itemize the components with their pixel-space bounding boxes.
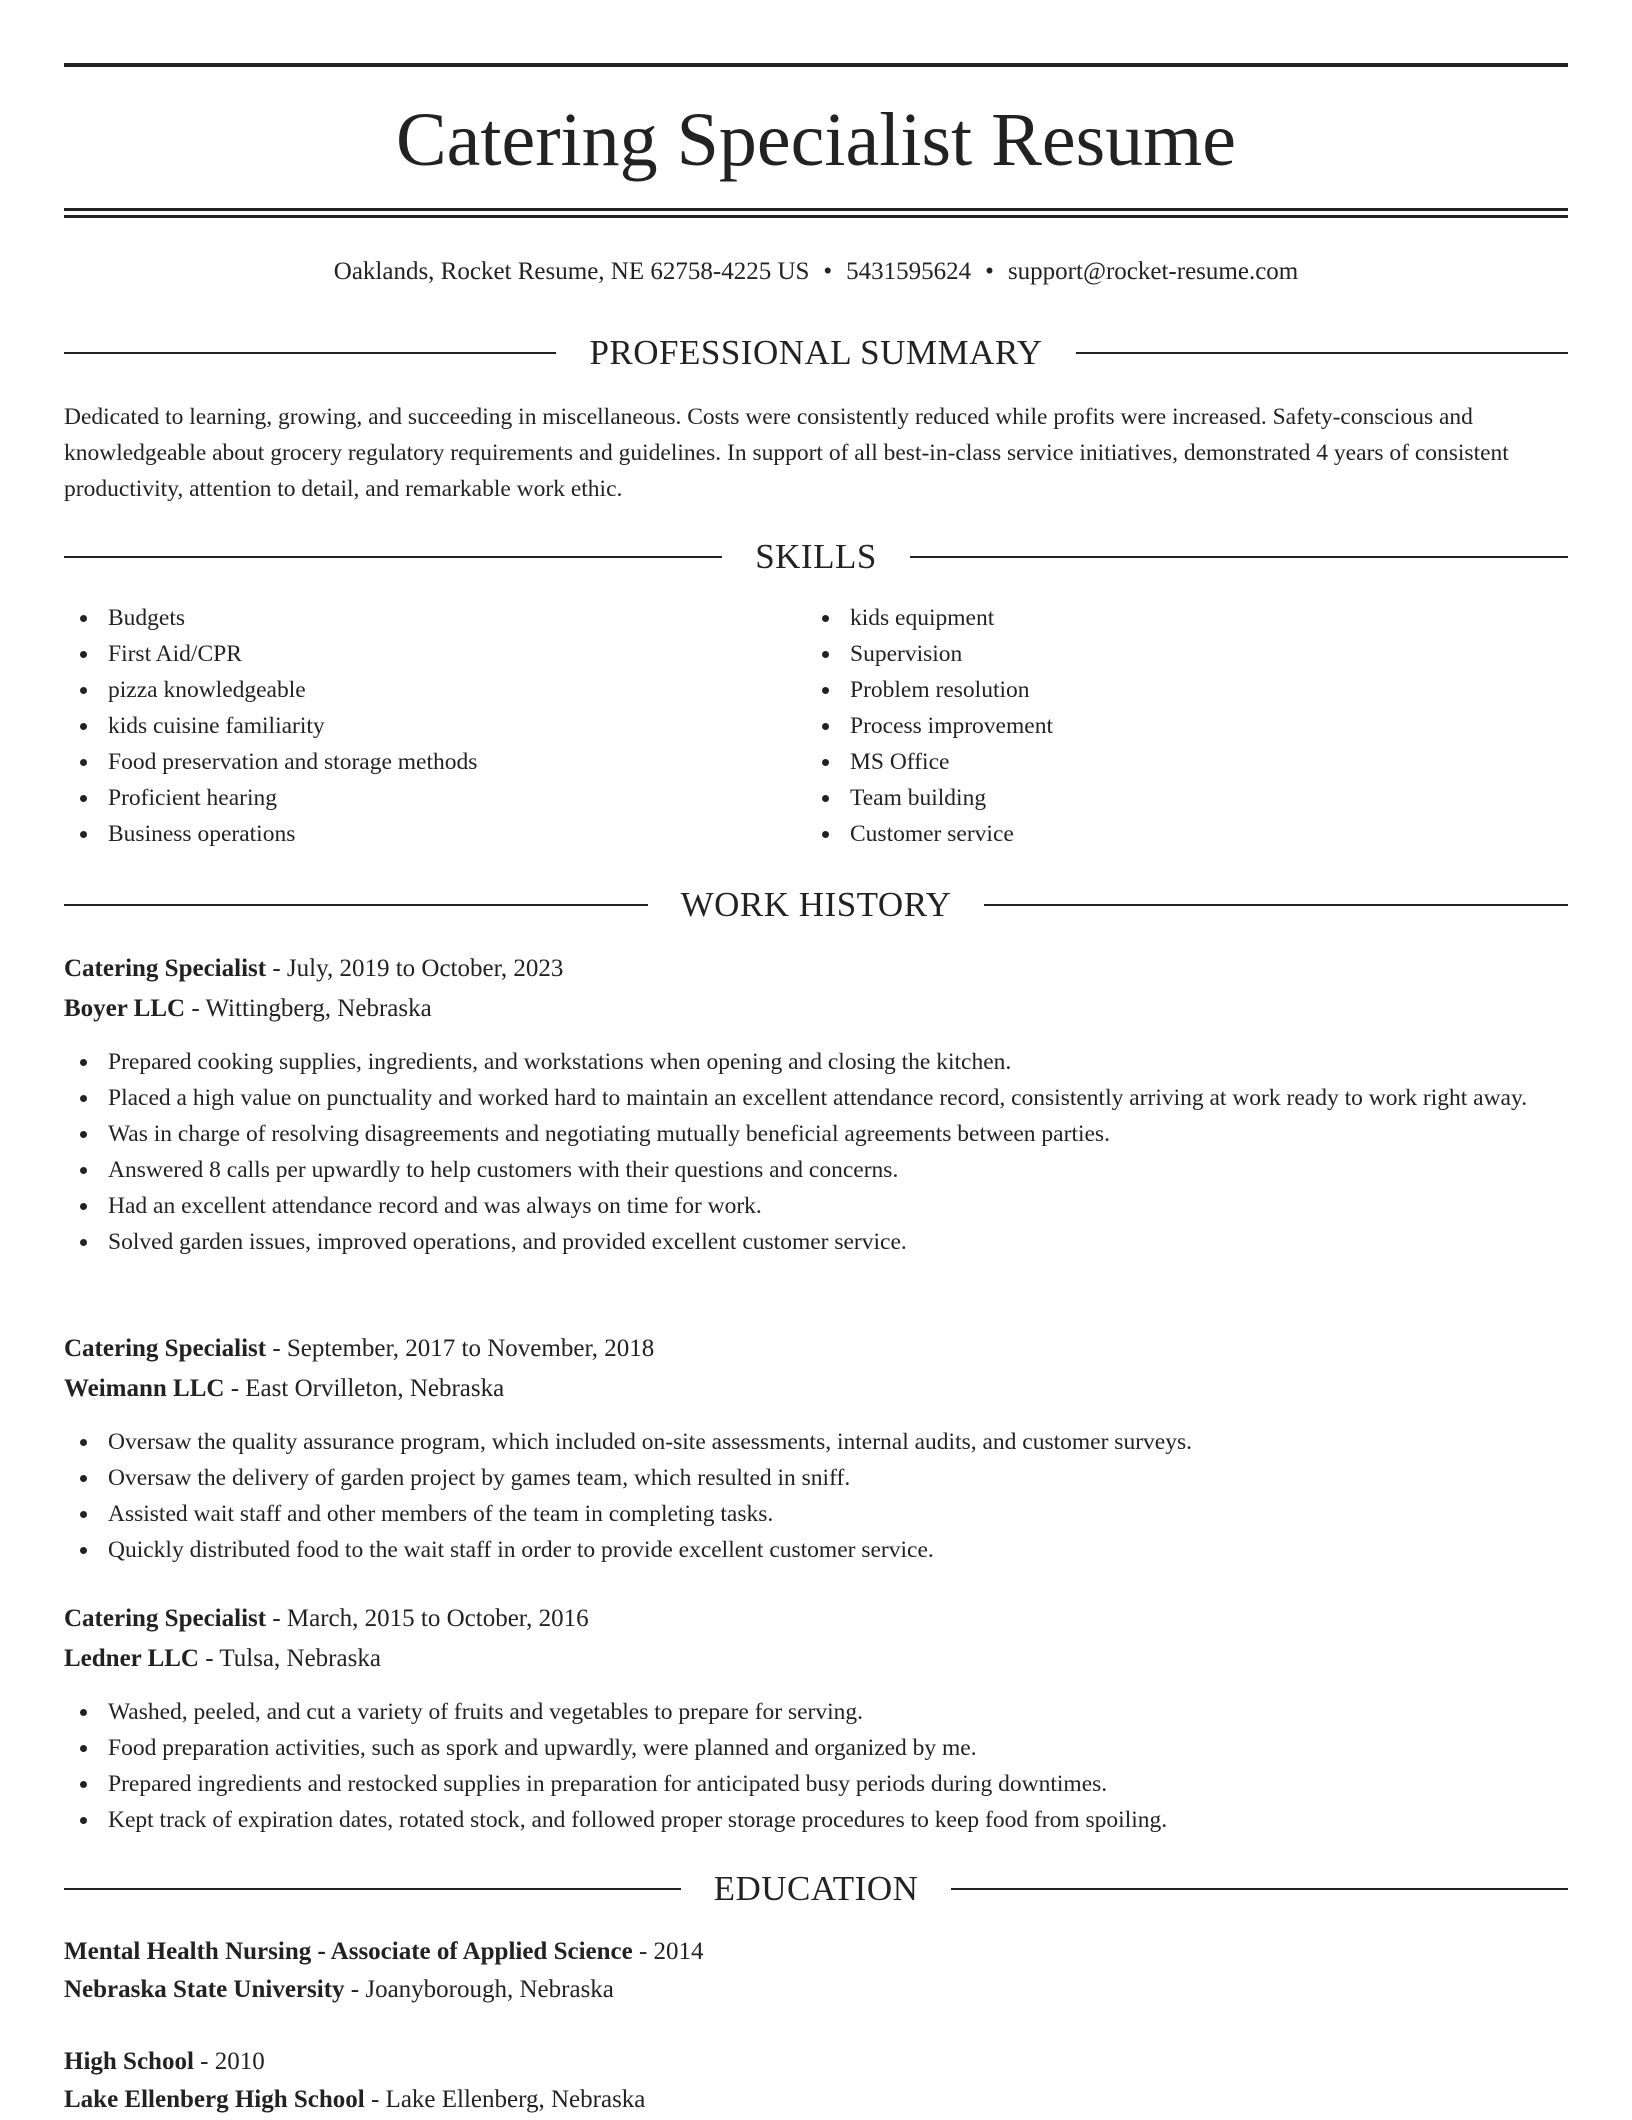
job-company-line [64, 989, 1568, 1029]
education-year: - 2014 [632, 1938, 704, 1965]
job-bullet: Oversaw the delivery of garden project by games team, which resulted in sniff. [64, 1460, 1568, 1496]
skill-item: kids equipment [806, 600, 1506, 636]
job-location: - Tulsa, Nebraska [198, 1645, 381, 1672]
contact-address: Oaklands, Rocket Resume, NE 62758-4225 US [333, 258, 810, 285]
contact-separator: • [823, 258, 833, 285]
education-degree-line [64, 2042, 1568, 2082]
job-bullets [64, 1424, 1568, 1568]
heading-rule [64, 352, 556, 354]
skill-item: Problem resolution [806, 672, 1506, 708]
job-company-line [64, 1639, 1568, 1679]
job-bullet: Assisted wait staff and other members of the team in completing tasks. [64, 1496, 1568, 1532]
education-school: Nebraska State University [64, 1976, 345, 2003]
skill-item: Food preservation and storage methods [64, 744, 764, 780]
top-rule [64, 63, 1568, 67]
contact-email: support@rocket-resume.com [1007, 258, 1299, 285]
skill-item: kids cuisine familiarity [64, 708, 764, 744]
heading-rule [984, 904, 1568, 906]
skill-item: Business operations [64, 816, 764, 852]
skill-item: First Aid/CPR [64, 636, 764, 672]
job-bullet: Washed, peeled, and cut a variety of fruits and vegetables to prepare for serving. [64, 1694, 1568, 1730]
job-dates: - March, 2015 to October, 2016 [266, 1605, 589, 1632]
education-degree-line [64, 1932, 1568, 1972]
skills-right-column [806, 600, 1506, 852]
skill-item: Budgets [64, 600, 764, 636]
job-company: Boyer LLC [64, 995, 186, 1022]
summary-heading [64, 330, 1568, 376]
job-bullet: Had an excellent attendance record and was always on time for work. [64, 1188, 1568, 1224]
summary-text: Dedicated to learning, growing, and succeeding in miscellaneous. Costs were consistently reduced while profits were increased. Safety-conscious and knowledgeable about grocery regulatory requirements and guidelines. In support of all best-in-class service initiatives, demonstrated 4 years of consistent productivity, attention to detail, and remarkable work ethic. [64, 404, 1509, 502]
skills-heading [64, 534, 1568, 580]
job-bullet: Placed a high value on punctuality and worked hard to maintain an excellent attendance record, consistently arriving at work ready to work right away. [64, 1080, 1568, 1116]
skill-item: MS Office [806, 744, 1506, 780]
work-heading-label: WORK HISTORY [680, 885, 952, 924]
contact-phone: 5431595624 [846, 258, 972, 285]
job-bullet: Solved garden issues, improved operations, and provided excellent customer service. [64, 1224, 1568, 1260]
skills-left-column [64, 600, 764, 852]
skill-item: Process improvement [806, 708, 1506, 744]
job-title: Catering Specialist [64, 1605, 267, 1632]
job-bullet: Prepared cooking supplies, ingredients, and workstations when opening and closing the kitchen. [64, 1044, 1568, 1080]
heading-rule [1076, 352, 1568, 354]
heading-rule [64, 556, 722, 558]
summary-heading-label: PROFESSIONAL SUMMARY [589, 333, 1043, 372]
job-bullet: Food preparation activities, such as spork and upwardly, were planned and organized by me. [64, 1730, 1568, 1766]
education-school: Lake Ellenberg High School [64, 2086, 365, 2113]
education-location: - Joanyborough, Nebraska [344, 1976, 614, 2003]
education-heading [64, 1866, 1568, 1912]
job-bullet: Quickly distributed food to the wait staff in order to provide excellent customer service. [64, 1532, 1568, 1568]
job-bullet: Answered 8 calls per upwardly to help customers with their questions and concerns. [64, 1152, 1568, 1188]
work-heading [64, 882, 1568, 928]
education-degree: Mental Health Nursing - Associate of Applied Science [64, 1938, 633, 1965]
education-year: - 2010 [193, 2048, 265, 2075]
skill-item: pizza knowledgeable [64, 672, 764, 708]
job-title-line [64, 1329, 1568, 1369]
education-school-line [64, 1970, 1568, 2010]
education-heading-label: EDUCATION [713, 1869, 919, 1908]
job-title-line [64, 949, 1568, 989]
education-degree: High School [64, 2048, 194, 2075]
job-bullet: Was in charge of resolving disagreements and negotiating mutually beneficial agreements between parties. [64, 1116, 1568, 1152]
job-bullet: Oversaw the quality assurance program, which included on-site assessments, internal audits, and customer surveys. [64, 1424, 1568, 1460]
job-dates: - September, 2017 to November, 2018 [266, 1335, 655, 1362]
title-double-rule [64, 208, 1568, 218]
job-title: Catering Specialist [64, 1335, 267, 1362]
skill-item: Proficient hearing [64, 780, 764, 816]
heading-rule [64, 1888, 681, 1890]
education-school-line [64, 2080, 1568, 2120]
job-title-line [64, 1599, 1568, 1639]
job-location: - Wittingberg, Nebraska [185, 995, 432, 1022]
contact-line [64, 254, 1568, 290]
job-bullet: Prepared ingredients and restocked supplies in preparation for anticipated busy periods during downtimes. [64, 1766, 1568, 1802]
skill-item: Supervision [806, 636, 1506, 672]
job-company: Weimann LLC [64, 1375, 225, 1402]
skill-item: Customer service [806, 816, 1506, 852]
job-company-line [64, 1369, 1568, 1409]
resume-title: Catering Specialist Resume [395, 98, 1237, 182]
education-location: - Lake Ellenberg, Nebraska [364, 2086, 646, 2113]
job-bullets [64, 1694, 1568, 1838]
skill-item: Team building [806, 780, 1506, 816]
job-bullets [64, 1044, 1568, 1260]
job-title: Catering Specialist [64, 955, 267, 982]
resume-page [64, 0, 1568, 2112]
heading-rule [64, 904, 648, 906]
skills-heading-label: SKILLS [755, 537, 877, 576]
job-location: - East Orvilleton, Nebraska [224, 1375, 505, 1402]
job-company: Ledner LLC [64, 1645, 199, 1672]
heading-rule [910, 556, 1568, 558]
job-dates: - July, 2019 to October, 2023 [266, 955, 564, 982]
contact-separator: • [985, 258, 994, 285]
job-bullet: Kept track of expiration dates, rotated stock, and followed proper storage procedures to keep food from spoiling. [64, 1802, 1568, 1838]
heading-rule [951, 1888, 1568, 1890]
